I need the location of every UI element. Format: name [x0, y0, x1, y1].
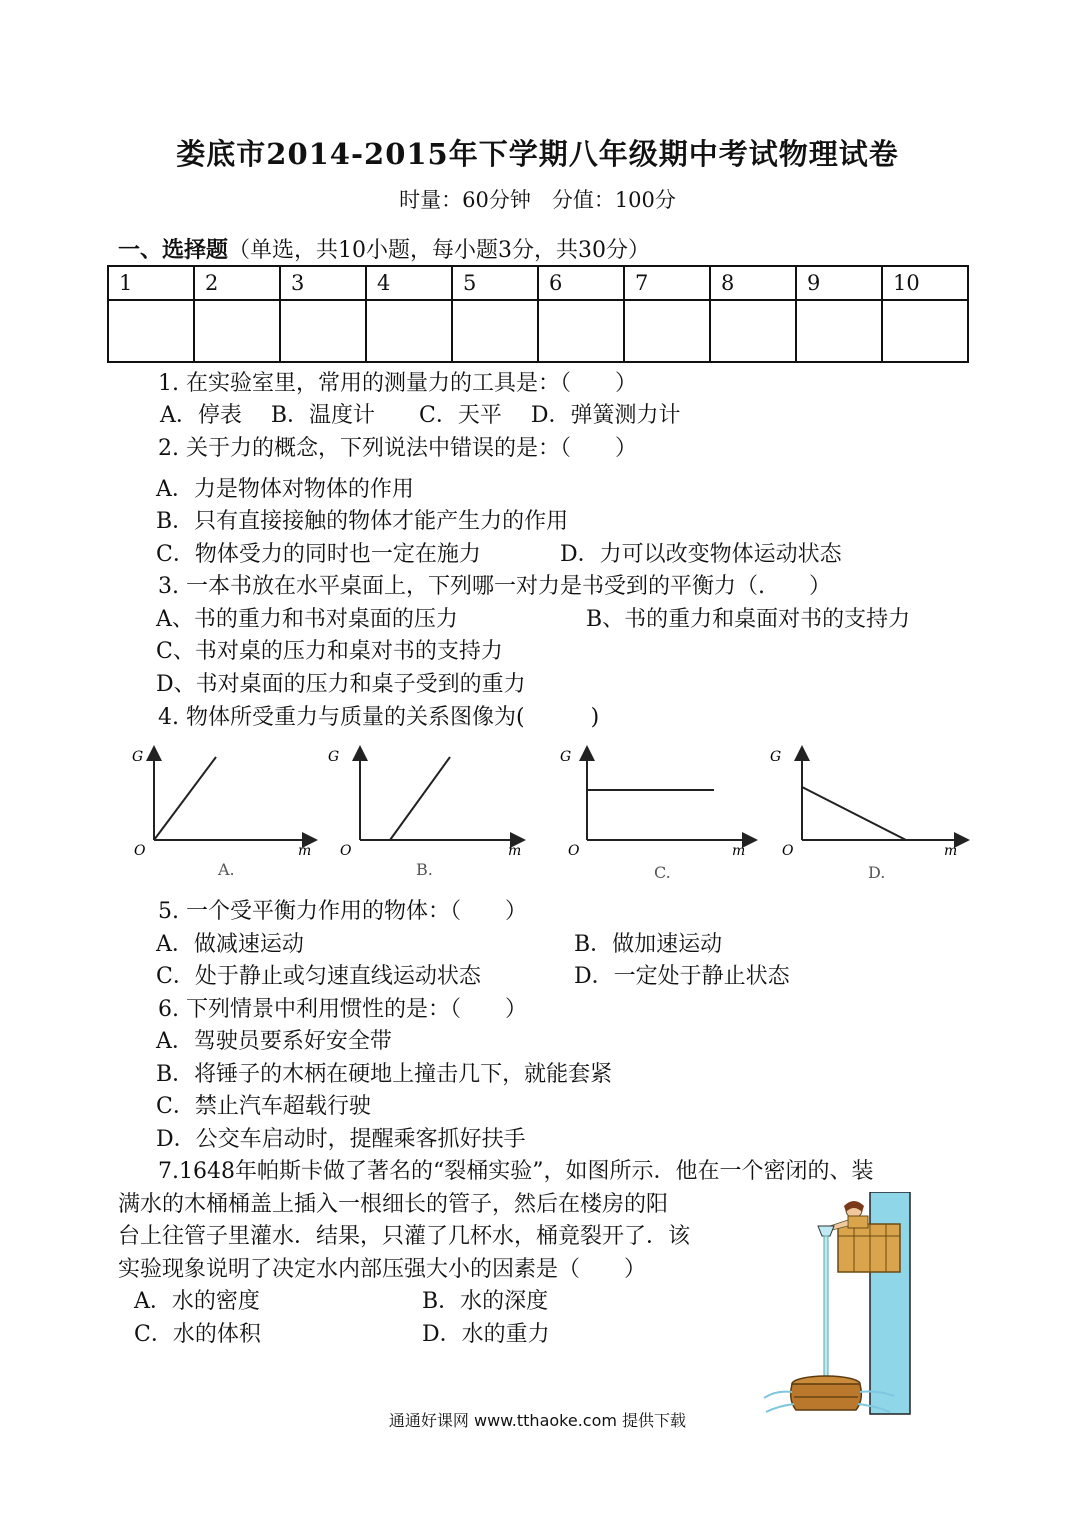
- q2-option-b: B．只有直接接触的物体才能产生力的作用: [156, 509, 569, 534]
- answer-cell[interactable]: [108, 300, 194, 362]
- q3-stem: 3. 一本书放在水平桌面上，下列哪一对力是书受到的平衡力（. ）: [158, 574, 831, 599]
- q7-option-a: A．水的密度: [134, 1289, 260, 1314]
- graph-a-caption: A.: [218, 860, 235, 879]
- graph-a-line: [154, 757, 216, 840]
- answer-col-header: 3: [280, 266, 366, 300]
- answer-col-header: 8: [710, 266, 796, 300]
- graph-d-line: [802, 787, 906, 840]
- answer-cell[interactable]: [882, 300, 968, 362]
- graph-a-origin: O: [134, 843, 146, 859]
- q3-option-a: A、书的重力和书对桌面的压力: [156, 607, 458, 632]
- exam-info: 时量：60分钟 分值：100分: [399, 188, 676, 212]
- graph-c-x-label: m: [732, 843, 746, 859]
- pascal-barrel-illustration: [758, 1192, 918, 1416]
- q6-option-c: C．禁止汽车超载行驶: [156, 1094, 371, 1119]
- q2-option-c: C．物体受力的同时也一定在施力: [156, 542, 481, 567]
- graph-b-x-label: m: [508, 843, 522, 859]
- q5-stem: 5. 一个受平衡力作用的物体：（ ）: [158, 899, 527, 924]
- graph-d-y-label: G: [770, 749, 782, 765]
- answer-col-header: 5: [452, 266, 538, 300]
- q7-option-b: B．水的深度: [422, 1289, 549, 1314]
- q6-option-a: A．驾驶员要系好安全带: [156, 1029, 392, 1054]
- answer-col-header: 1: [108, 266, 194, 300]
- answer-col-header: 9: [796, 266, 882, 300]
- graph-d-x-label: m: [944, 843, 958, 859]
- answer-cell[interactable]: [538, 300, 624, 362]
- graph-c-origin: O: [568, 843, 580, 859]
- q5-option-b: B．做加速运动: [574, 932, 723, 957]
- q5-option-d: D．一定处于静止状态: [574, 964, 790, 989]
- answer-cell[interactable]: [366, 300, 452, 362]
- graph-b-caption: B.: [416, 860, 433, 879]
- q6-option-b: B．将锤子的木柄在硬地上撞击几下，就能套紧: [156, 1062, 613, 1087]
- section-title: 一、选择题: [118, 237, 229, 263]
- answer-col-header: 6: [538, 266, 624, 300]
- graph-c-y-label: G: [560, 749, 572, 765]
- graph-a-x-label: m: [298, 843, 312, 859]
- graph-d-origin: O: [782, 843, 794, 859]
- answer-table: [107, 265, 969, 363]
- graph-b-origin: O: [340, 843, 352, 859]
- answer-col-header: 10: [882, 266, 968, 300]
- answer-cell[interactable]: [452, 300, 538, 362]
- answer-table-header-row: [108, 266, 968, 300]
- q2-stem: 2. 关于力的概念，下列说法中错误的是：（ ）: [158, 436, 637, 461]
- graph-b: [328, 749, 521, 879]
- q3-option-b: B、书的重力和桌面对书的支持力: [586, 607, 911, 632]
- q1-options: A．停表 B．温度计 C．天平 D．弹簧测力计: [160, 403, 681, 428]
- q2-option-a: A．力是物体对物体的作用: [156, 477, 414, 502]
- graph-b-y-label: G: [328, 749, 340, 765]
- q1-stem: 1. 在实验室里，常用的测量力的工具是：（ ）: [158, 371, 637, 396]
- q5-option-a: A．做减速运动: [156, 932, 304, 957]
- q7-line-3: 台上往管子里灌水．结果，只灌了几杯水，桶竟裂开了．该: [118, 1224, 691, 1249]
- q3-option-c: C、书对桌的压力和桌对书的支持力: [156, 639, 503, 664]
- graph-b-line: [390, 757, 450, 840]
- q7-line-2: 满水的木桶桶盖上插入一根细长的管子，然后在楼房的阳: [118, 1192, 669, 1217]
- q7-option-d: D．水的重力: [422, 1322, 550, 1347]
- q6-option-d: D．公交车启动时，提醒乘客抓好扶手: [156, 1127, 526, 1152]
- graph-d-caption: D.: [868, 863, 886, 882]
- q6-stem: 6. 下列情景中利用惯性的是：（ ）: [158, 997, 527, 1022]
- q7-option-c: C．水的体积: [134, 1322, 261, 1347]
- answer-cell[interactable]: [280, 300, 366, 362]
- page-title: 娄底市2014-2015年下学期八年级期中考试物理试卷: [176, 137, 899, 171]
- answer-cell[interactable]: [796, 300, 882, 362]
- graph-c-caption: C.: [654, 863, 671, 882]
- footer: 通通好课网 www.tthaoke.com 提供下载: [388, 1411, 687, 1430]
- answer-col-header: 2: [194, 266, 280, 300]
- q7-line-1: 7.1648年帕斯卡做了著名的“裂桶实验”，如图所示．他在一个密闭的、装: [158, 1159, 874, 1184]
- graph-a: [132, 749, 311, 879]
- q3-option-d: D、书对桌面的压力和桌子受到的重力: [156, 672, 526, 697]
- q4-stem: 4. 物体所受重力与质量的关系图像为( ): [158, 705, 600, 730]
- graph-a-y-label: G: [132, 749, 144, 765]
- section-heading: [118, 233, 650, 264]
- q5-option-c: C．处于静止或匀速直线运动状态: [156, 964, 481, 989]
- section-note: （单选，共10小题，每小题3分，共30分）: [228, 238, 651, 263]
- answer-cell[interactable]: [710, 300, 796, 362]
- q4-graphs: [110, 735, 970, 885]
- answer-col-header: 7: [624, 266, 710, 300]
- answer-cell[interactable]: [624, 300, 710, 362]
- answer-col-header: 4: [366, 266, 452, 300]
- q2-option-d: D．力可以改变物体运动状态: [560, 542, 842, 567]
- q7-line-4: 实验现象说明了决定水内部压强大小的因素是（ ）: [118, 1257, 647, 1282]
- answer-cell[interactable]: [194, 300, 280, 362]
- answer-table-blank-row: [108, 300, 968, 362]
- graph-d: [770, 749, 962, 882]
- graph-c: [560, 749, 750, 882]
